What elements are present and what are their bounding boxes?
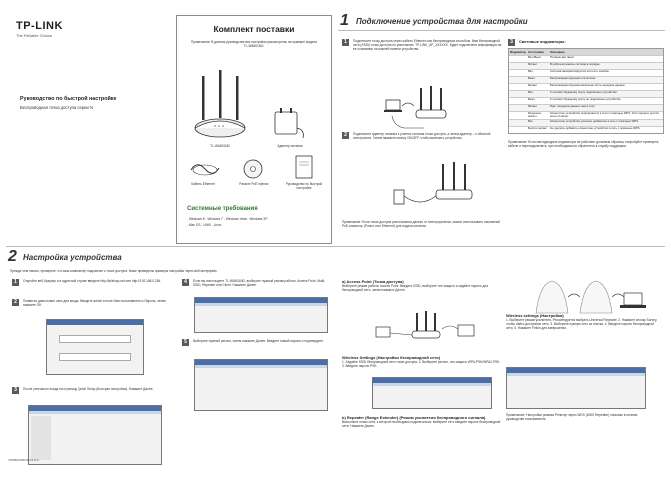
mode-b-title: Wireless Settings (Настройки беспроводной сети) [342, 355, 441, 360]
login-username-field [59, 335, 131, 343]
led-table-body [509, 55, 663, 133]
config-step-2-number: 2 [12, 299, 19, 306]
led-state-cell: Мигает [528, 62, 538, 66]
requirements-title: Системные требования [187, 206, 258, 212]
footer-code: 7106504768 REV1.0.0 [8, 458, 39, 462]
led-state-cell: Вкл. [528, 118, 534, 123]
led-table-row [509, 90, 663, 97]
quick-setup-screenshot [28, 405, 162, 465]
section-2-intro: Прежде чем начать, проверьте, что ваш компьютер подключен к точке доступа. Ниже приведены примеры настройки через веб-интерфейс. [10, 269, 218, 273]
quick-setup-sidebar [31, 416, 51, 460]
right-title: Wireless settings (Настройки) [506, 313, 564, 318]
router-image [189, 66, 251, 142]
right-note: Примечание: Настройки режима Репитер через WDS (WDS Repeater) описаны в полном руководстве пользователя. [506, 413, 638, 421]
led-table-row [509, 97, 663, 104]
led-state-cell: Быстро мигает [528, 125, 548, 130]
led-note: Примечание: Если светодиодные индикаторы не работают должным образом, попробуйте проверить кабели и переподключить, при необходимости обратитесь в службу поддержки. [508, 139, 659, 148]
section-1-step-2 [342, 132, 502, 140]
repeater-settings-screenshot [506, 367, 646, 409]
step-1-number: 1 [342, 39, 349, 46]
mode-access-point-block [342, 279, 502, 292]
right-text: 1. Выберите режим усилителя. Рекомендуется выбрать Universal Repeater. 2. Нажмите кнопку Survey, чтобы найти доступные сети. 3. Выберите нужную сеть из списка. 4. Введите пароль беспроводной сети. 5. Нажмите Finish для завершения. [506, 318, 658, 330]
led-table-row [509, 83, 663, 90]
led-state-cell: Мигает [528, 104, 538, 108]
config-step-5-text: Выберите нужный регион, затем нажмите Далее. Введите новый пароль и подтвердите. [193, 339, 324, 343]
mode-c-text: Выполните поиск сети, к которой необходимо подключиться, выберите её и введите пароль беспроводной сети. Нажмите Далее. [342, 420, 501, 428]
led-indicator-cell [509, 70, 528, 76]
item-injector-label: Passive PoE Injector [239, 182, 269, 186]
led-header-indicator: Индикатор [510, 50, 526, 54]
config-step-4 [182, 279, 330, 287]
led-table-row [509, 119, 663, 126]
led-table [508, 48, 664, 134]
led-table-row [509, 126, 663, 133]
led-desc-cell: К соответствующему порту не подключено устройство. [550, 97, 622, 101]
item-router-label: TL-WA801ND [210, 144, 230, 148]
repeater-settings-menu-bar [507, 373, 645, 376]
led-indicator-cell [509, 112, 528, 119]
guide-booklet-image [293, 154, 315, 182]
login-dialog-screenshot [46, 319, 144, 375]
config-step-1-text: Откройте веб-браузер и в адресной строке введите http://tplinkap.net или http://192.168.0.254. [23, 279, 162, 283]
logo-tagline: The Reliable Choice [16, 33, 53, 38]
led-state-cell: Выкл. [528, 76, 536, 80]
brand-logo [16, 20, 63, 38]
led-desc-cell: Идет передача данных через порт. [550, 104, 596, 108]
section-1-number: 1 [340, 12, 349, 29]
package-note: Примечание: В данном руководстве все настройки рассмотрены на примере модели TL-WA801ND. [191, 40, 317, 48]
led-state-cell: Вкл./Выкл. [528, 55, 542, 59]
mode-select-menu-bar [195, 303, 327, 306]
led-desc-cell: К соответствующему порту подключено устройство. [550, 90, 618, 94]
package-panel [176, 15, 332, 244]
section-1-step-1 [342, 39, 502, 51]
led-desc-cell: Система инициализируется или есть ошибка. [550, 69, 610, 73]
led-state-cell: Медленно мигает [528, 111, 542, 119]
config-step-2 [12, 299, 170, 307]
section-1-note: Примечание: Если точка доступа расположена далеко от электророзетки, можно использовать пассивный PoE-инжектор (Power over Ethernet) для подачи питания. [342, 220, 500, 228]
config-step-3-text: После успешного входа на страницу Quick Setup (Быстрая настройка). Нажмите Далее. [23, 387, 154, 391]
region-settings-screenshot [194, 359, 328, 411]
led-indicator-cell [509, 91, 528, 97]
led-step-number: 3 [508, 39, 515, 46]
led-table-row [509, 104, 663, 111]
led-indicator-cell [509, 63, 528, 69]
led-table-row [509, 69, 663, 76]
power-adapter-image [269, 106, 309, 140]
region-settings-menu-bar [195, 365, 327, 368]
section-1-header [338, 14, 665, 31]
led-state-cell: Выкл. [528, 97, 536, 101]
requirements-line-2: - Mac OS - UNIX - Linux [187, 223, 222, 227]
mode-select-screenshot [194, 297, 328, 333]
led-indicator-cell [509, 84, 528, 90]
led-table-block [508, 39, 664, 148]
section-2-title: Настройка устройства [23, 253, 122, 262]
led-indicator-cell [509, 56, 528, 62]
step-1-text: Подключите точку доступа через кабель Ethernet или беспроводным способом. Имя беспроводной сети (SSID) точки доступа по умолчанию: TP-LINK_AP_XXXXXX. Будет подключена информация на ее основании на нижней панели устройства. [353, 39, 502, 51]
cover-panel [6, 6, 168, 242]
mode-repeater-block [342, 415, 502, 428]
led-table-row [509, 76, 663, 83]
led-indicator-cell [509, 77, 528, 83]
access-point-diagram [372, 307, 482, 351]
section-1 [338, 14, 665, 244]
wireless-settings-menu-bar [373, 383, 491, 386]
led-table-row [509, 111, 663, 119]
led-desc-cell: Беспроводная функция отключена. [550, 76, 596, 80]
item-adapter-label: Адаптер питания [277, 144, 303, 148]
led-desc-cell: Беспроводная функция включена. Есть передача данных. [550, 83, 626, 87]
led-desc-cell: В рабочем режиме система в порядке. [550, 62, 601, 66]
step-2-text: Подключите адаптер питания к розетке питания точки доступа, а затем адаптер – к обычной электросети. Затем нажмите кнопку ON/OFF, чтобы включить устройство. [353, 132, 491, 140]
login-password-field [59, 353, 131, 361]
section-1-title: Подключение устройства для настройки [356, 17, 528, 26]
led-desc-cell: Клиентское устройство успешно добавлено в сеть с помощью WPS. [550, 118, 639, 123]
item-cable-label: Кабель Ethernet [191, 182, 215, 186]
led-indicator-cell [509, 120, 528, 126]
config-step-2-text: Появится диалоговое окно для входа. Введите admin в поле Имя пользователя и Пароль, затем нажмите OK. [23, 299, 166, 307]
config-step-3-number: 3 [12, 387, 19, 394]
config-step-3 [12, 387, 170, 391]
led-table-row [509, 62, 663, 69]
config-step-4-number: 4 [182, 279, 189, 286]
led-header-state: Состояние [528, 50, 544, 54]
package-title: Комплект поставки [213, 24, 295, 34]
wireless-settings-screenshot [372, 377, 492, 409]
item-guide-label: Руководство по быстрой настройке [285, 182, 323, 190]
mode-c-title: b) Repeater (Range Extender) (Режим усилителя беспроводного сигнала) [342, 415, 486, 420]
mode-a-text: Выберите режим работы Access Point. Введите SSID, выберите тип защиты и задайте пароль для беспроводной сети, затем нажмите Далее. [342, 284, 488, 292]
ethernet-cable-image [187, 158, 223, 180]
config-step-5-number: 5 [182, 339, 189, 346]
login-dialog-titlebar [47, 320, 143, 325]
led-state-cell: Вкл. [528, 69, 534, 73]
config-step-1-number: 1 [12, 279, 19, 286]
quick-setup-menu-bar [29, 411, 161, 414]
led-desc-cell: Не удалось добавить клиентское устройство в сеть с помощью WPS. [550, 125, 641, 130]
wireless-settings-block [342, 355, 502, 368]
mode-a-title: a) Access Point (Точка доступа) [342, 279, 404, 284]
step-2-number: 2 [342, 132, 349, 139]
wireless-connection-image [384, 86, 464, 134]
poe-injector-image [239, 158, 267, 180]
led-state-cell: Вкл. [528, 90, 534, 94]
mode-b-text: 1. Задайте SSID беспроводной сети точки доступа. 2. Выберите регион, тип защиты WPA-PSK/WPA2-PSK. 3. Введите пароль PSK. [342, 360, 501, 368]
led-state-cell: Мигает [528, 83, 538, 87]
led-indicator-cell [509, 127, 528, 133]
section-2-number: 2 [8, 248, 17, 265]
section-2 [6, 246, 665, 472]
led-header-desc: Описание [550, 50, 565, 54]
led-indicator-cell [509, 98, 528, 104]
requirements-line-1: - Windows 8 - Windows 7 - Windows Vista - Windows XP [187, 217, 268, 221]
led-indicator-cell [509, 105, 528, 111]
config-step-4-text: Если вы используете TL-WA801ND, выберите нужный режим работы: Access Point, Multi-SSID, Repeater или Client. Нажмите Далее. [193, 279, 326, 287]
power-connection-image [388, 160, 478, 212]
led-table-row [509, 55, 663, 62]
right-settings-block [506, 313, 658, 330]
config-step-1 [12, 279, 170, 283]
cover-subtitle: Беспроводная точка доступа серии N [20, 105, 94, 110]
led-desc-cell: Питание вкл./выкл. [550, 55, 575, 59]
logo-text: TP-LINK [16, 20, 63, 32]
led-desc-cell: Клиентское устройство подключается к сети с помощью WPS. Этот процесс длится около 2 минут. [550, 111, 659, 119]
led-table-title: Световые индикаторы: [519, 39, 566, 44]
cover-title: Руководство по быстрой настройке [20, 96, 117, 102]
config-step-5 [182, 339, 330, 343]
